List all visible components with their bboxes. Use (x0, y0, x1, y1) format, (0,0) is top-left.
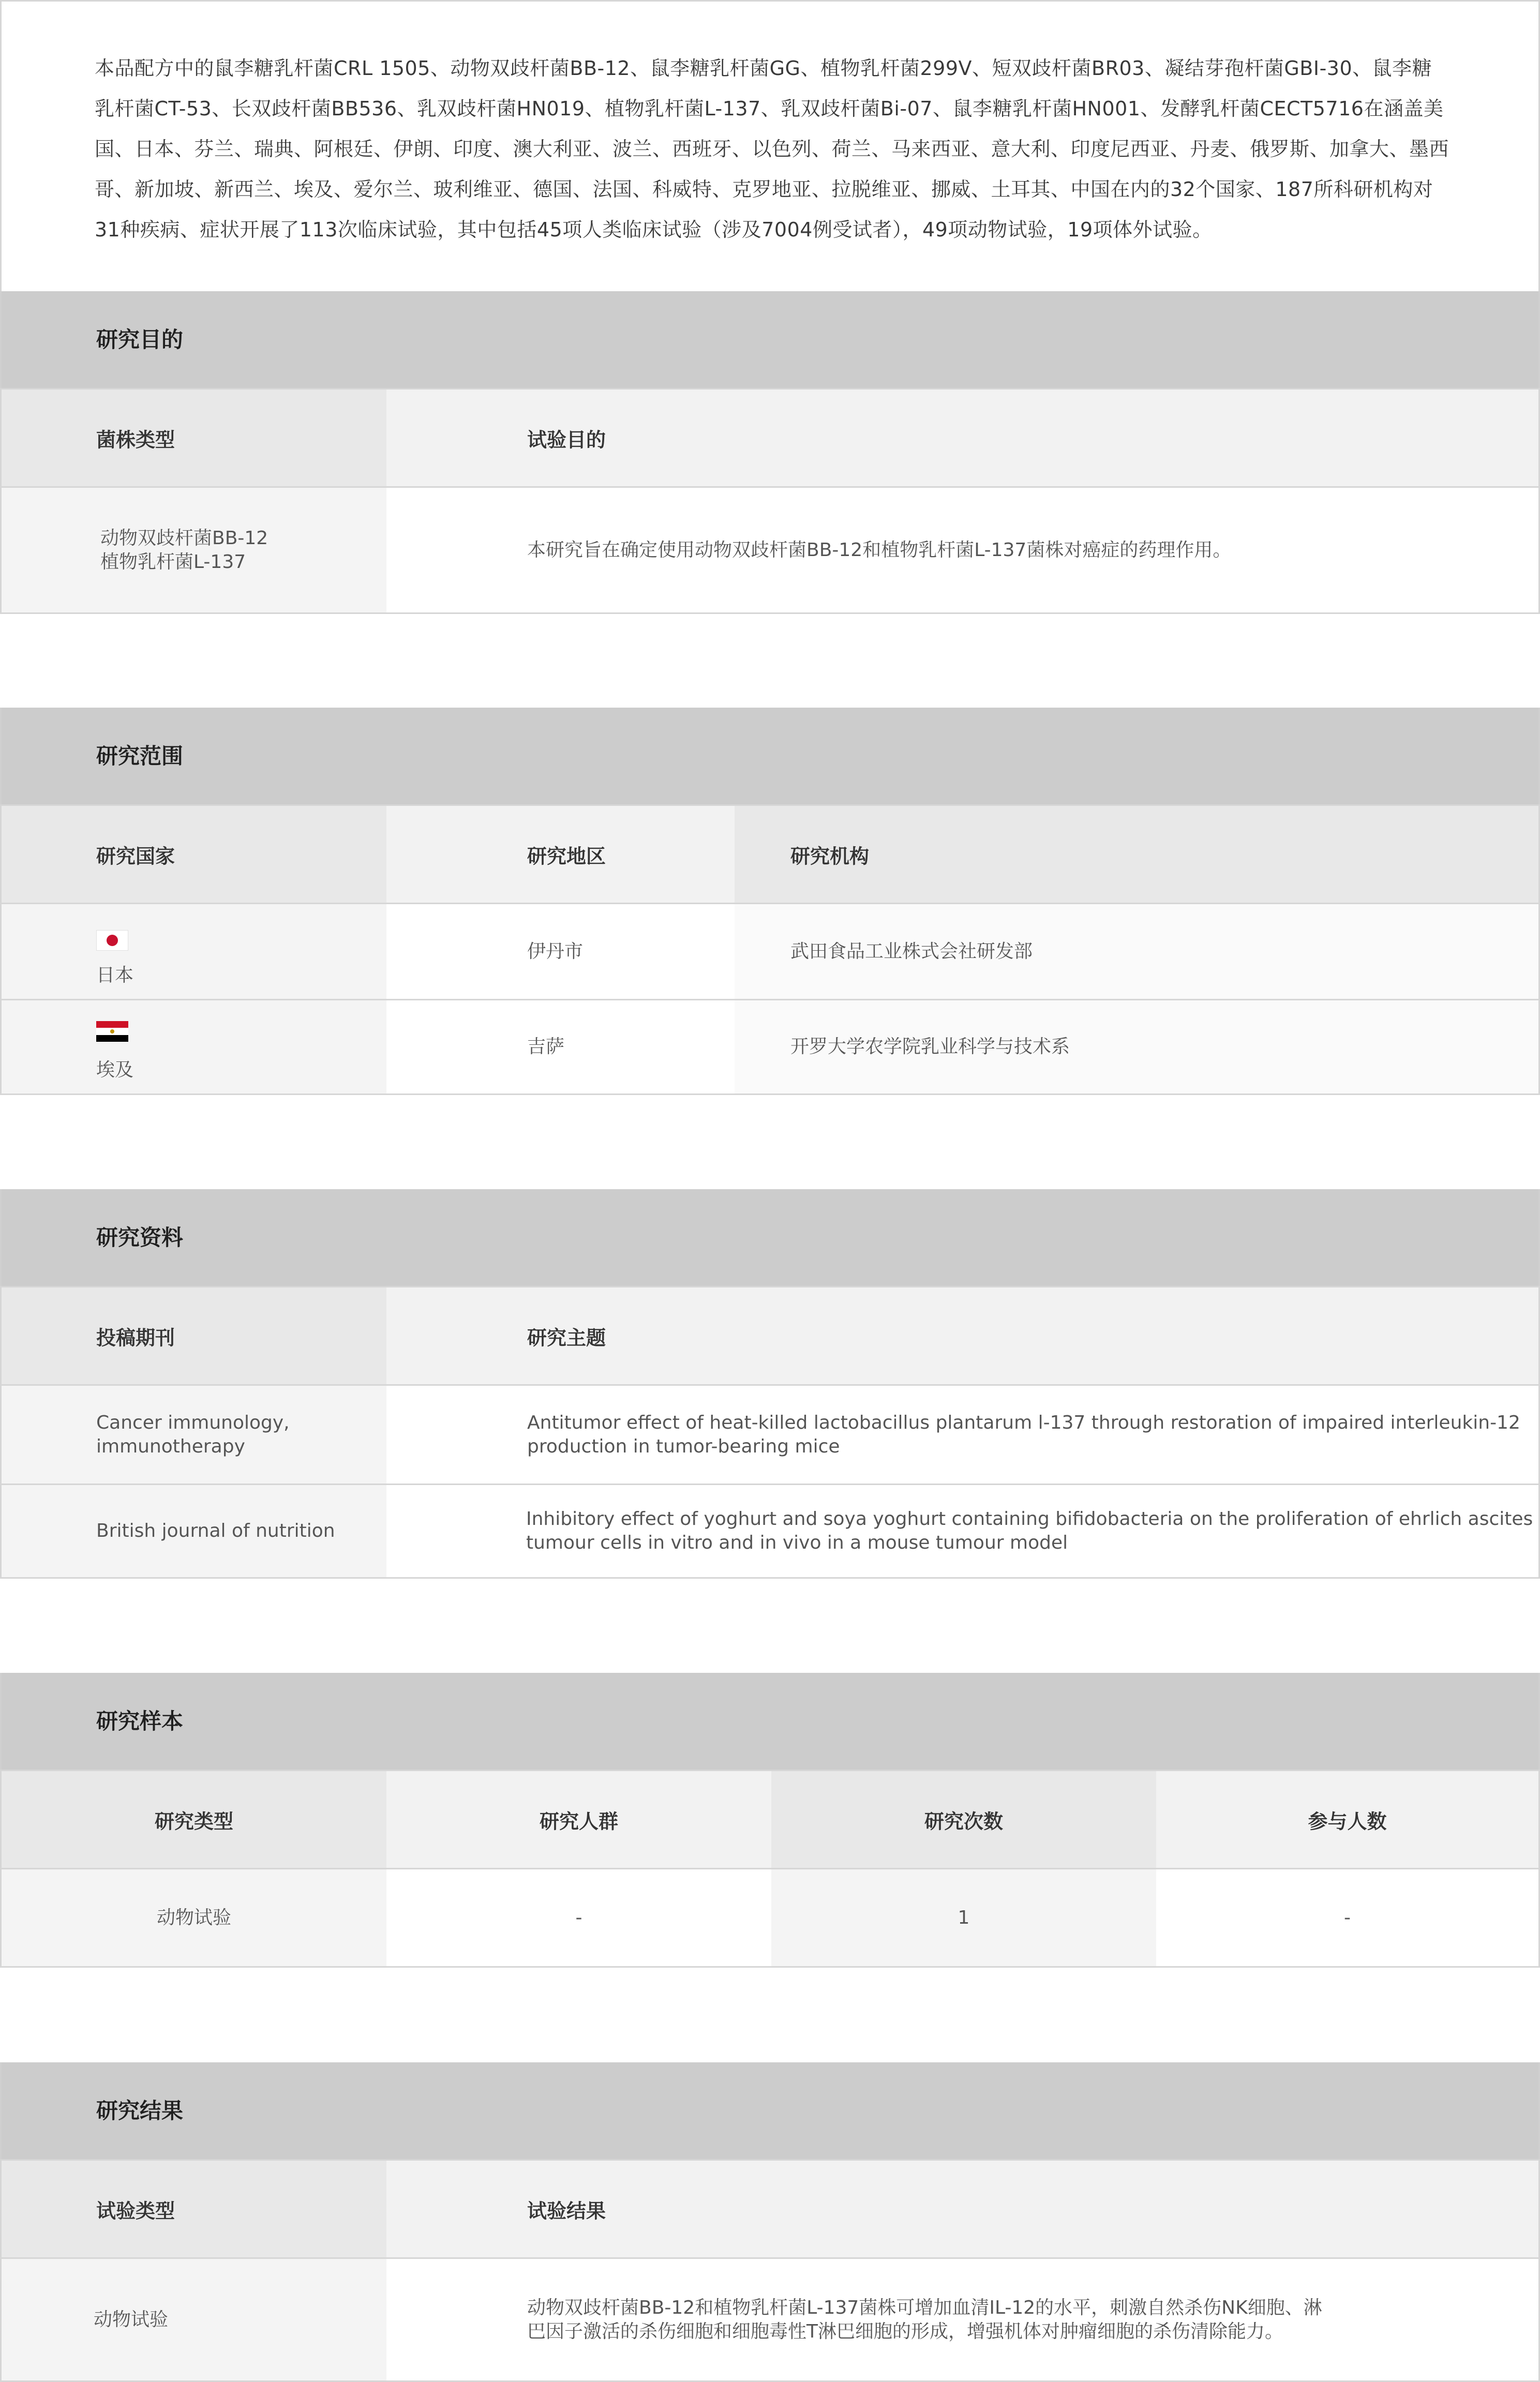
topic-text: Antitumor effect of heat-killed lactobacillus plantarum l-137 through restoration of impaired interleukin-12 (527, 1412, 1520, 1433)
results-type-cell: 动物试验 (2, 2259, 386, 2380)
materials-row (2, 1384, 1538, 1484)
purpose-header-row (2, 388, 1538, 486)
section-title-results: 研究结果 (96, 2098, 184, 2123)
egypt-flag-icon (96, 1021, 128, 1042)
scope-institution-cell (735, 904, 1538, 999)
institution-name: 武田食品工业株式会社研发部 (790, 940, 1033, 962)
country-name: 埃及 (96, 1059, 134, 1081)
scope-country-cell (2, 904, 386, 999)
scope-header-region: 研究地区 (386, 806, 735, 903)
japan-flag-icon (96, 930, 128, 951)
scope-table (0, 804, 1540, 1095)
scope-header-row (2, 804, 1538, 903)
purpose-goal-text: 本研究旨在确定使用动物双歧杆菌BB-12和植物乳杆菌L-137菌株对癌症的药理作用。 (527, 539, 1232, 561)
topic-cell (386, 1386, 1538, 1484)
scope-region-cell (386, 1000, 735, 1093)
sample-header-participants: 参与人数 (1156, 1771, 1538, 1868)
journal-name: immunotherapy (96, 1435, 245, 1457)
scope-header-country: 研究国家 (2, 806, 386, 903)
journal-name: Cancer immunology, (96, 1412, 290, 1433)
section-title-purpose: 研究目的 (96, 327, 184, 352)
sample-header-count: 研究次数 (771, 1771, 1156, 1868)
topic-cell (386, 1485, 1538, 1577)
results-header-row (2, 2159, 1538, 2257)
results-header-result: 试验结果 (386, 2161, 1538, 2257)
sample-header-type: 研究类型 (2, 1771, 386, 1868)
section-header-purpose (0, 291, 1540, 388)
sample-participants-cell: - (1156, 1869, 1538, 1966)
journal-cell (2, 1485, 386, 1577)
materials-header-journal: 投稿期刊 (2, 1287, 386, 1384)
strain-name: 动物双歧杆菌BB-12 (100, 527, 268, 549)
materials-row (2, 1484, 1538, 1577)
purpose-goal-cell (386, 488, 1538, 612)
scope-region-cell (386, 904, 735, 999)
topic-text: production in tumor-bearing mice (527, 1435, 840, 1457)
sample-table (0, 1770, 1540, 1968)
intro-text: 本品配方中的鼠李糖乳杆菌CRL 1505、动物双歧杆菌BB-12、鼠李糖乳杆菌GG、植物乳杆菌299V、短双歧杆菌BR03、凝结芽孢杆菌GBI-30、鼠李糖乳杆菌CT-53、长双歧杆菌BB536、乳双歧杆菌HN019、植物乳杆菌L-137、乳双歧杆菌Bi-07、鼠李糖乳杆菌HN001、发酵乳杆菌CECT5716在涵盖美国、日本、芬兰、瑞典、阿根廷、伊朗、印度、澳大利亚、波兰、西班牙、以色列、荷兰、马来西亚、意大利、印度尼西亚、丹麦、俄罗斯、加拿大、墨西哥、新加坡、新西兰、埃及、爱尔兰、玻利维亚、德国、法国、科威特、克罗地亚、拉脱维亚、挪威、土耳其、中国在内的32个国家、187所科研机构对31种疾病、症状开展了113次临床试验，其中包括45项人类临床试验（涉及7004例受试者），49项动物试验，19项体外试验。 (95, 57, 1449, 241)
results-result-cell (386, 2259, 1538, 2380)
purpose-header-strain: 菌株类型 (2, 389, 386, 486)
purpose-table (0, 388, 1540, 614)
materials-table (0, 1286, 1540, 1579)
scope-institution-cell (735, 1000, 1538, 1093)
topic-text: tumour cells in vitro and in vivo in a mouse tumour model (526, 1532, 1068, 1553)
scope-header-institution: 研究机构 (735, 806, 1538, 903)
sample-type-cell: 动物试验 (2, 1869, 386, 1966)
section-header-sample (0, 1673, 1540, 1770)
section-title-scope: 研究范围 (96, 743, 184, 769)
purpose-strain-cell (2, 488, 386, 612)
institution-name: 开罗大学农学院乳业科学与技术系 (790, 1036, 1070, 1057)
sample-row (2, 1868, 1538, 1966)
journal-name: British journal of nutrition (96, 1520, 335, 1541)
sample-header-population: 研究人群 (386, 1771, 771, 1868)
intro-panel (0, 0, 1540, 291)
purpose-header-goal: 试验目的 (386, 389, 1538, 486)
section-title-sample: 研究样本 (96, 1709, 184, 1734)
results-table (0, 2159, 1540, 2382)
results-header-type: 试验类型 (2, 2161, 386, 2257)
section-title-materials: 研究资料 (96, 1225, 184, 1250)
sample-count-cell: 1 (771, 1869, 1156, 1966)
scope-row (2, 903, 1538, 999)
sample-header-row (2, 1770, 1538, 1868)
scope-row (2, 999, 1538, 1093)
country-name: 日本 (96, 965, 134, 986)
section-header-materials (0, 1189, 1540, 1286)
region-name: 伊丹市 (527, 940, 584, 962)
materials-header-topic: 研究主题 (386, 1287, 1538, 1384)
region-name: 吉萨 (527, 1036, 565, 1057)
sample-population-cell: - (386, 1869, 771, 1966)
scope-country-cell (2, 1000, 386, 1093)
section-header-results (0, 2062, 1540, 2159)
purpose-row (2, 486, 1538, 612)
materials-header-row (2, 1286, 1538, 1384)
strain-name: 植物乳杆菌L-137 (100, 551, 246, 573)
result-text: 巴因子激活的杀伤细胞和细胞毒性T淋巴细胞的形成，增强机体对肿瘤细胞的杀伤清除能力。 (527, 2320, 1283, 2342)
topic-text: Inhibitory effect of yoghurt and soya yoghurt containing bifidobacteria on the proliferation of ehrlich ascites (526, 1508, 1533, 1530)
journal-cell (2, 1386, 386, 1484)
results-row (2, 2257, 1538, 2380)
result-text: 动物双歧杆菌BB-12和植物乳杆菌L-137菌株可增加血清IL-12的水平，刺激自然杀伤NK细胞、淋 (527, 2297, 1322, 2318)
section-header-scope (0, 708, 1540, 804)
